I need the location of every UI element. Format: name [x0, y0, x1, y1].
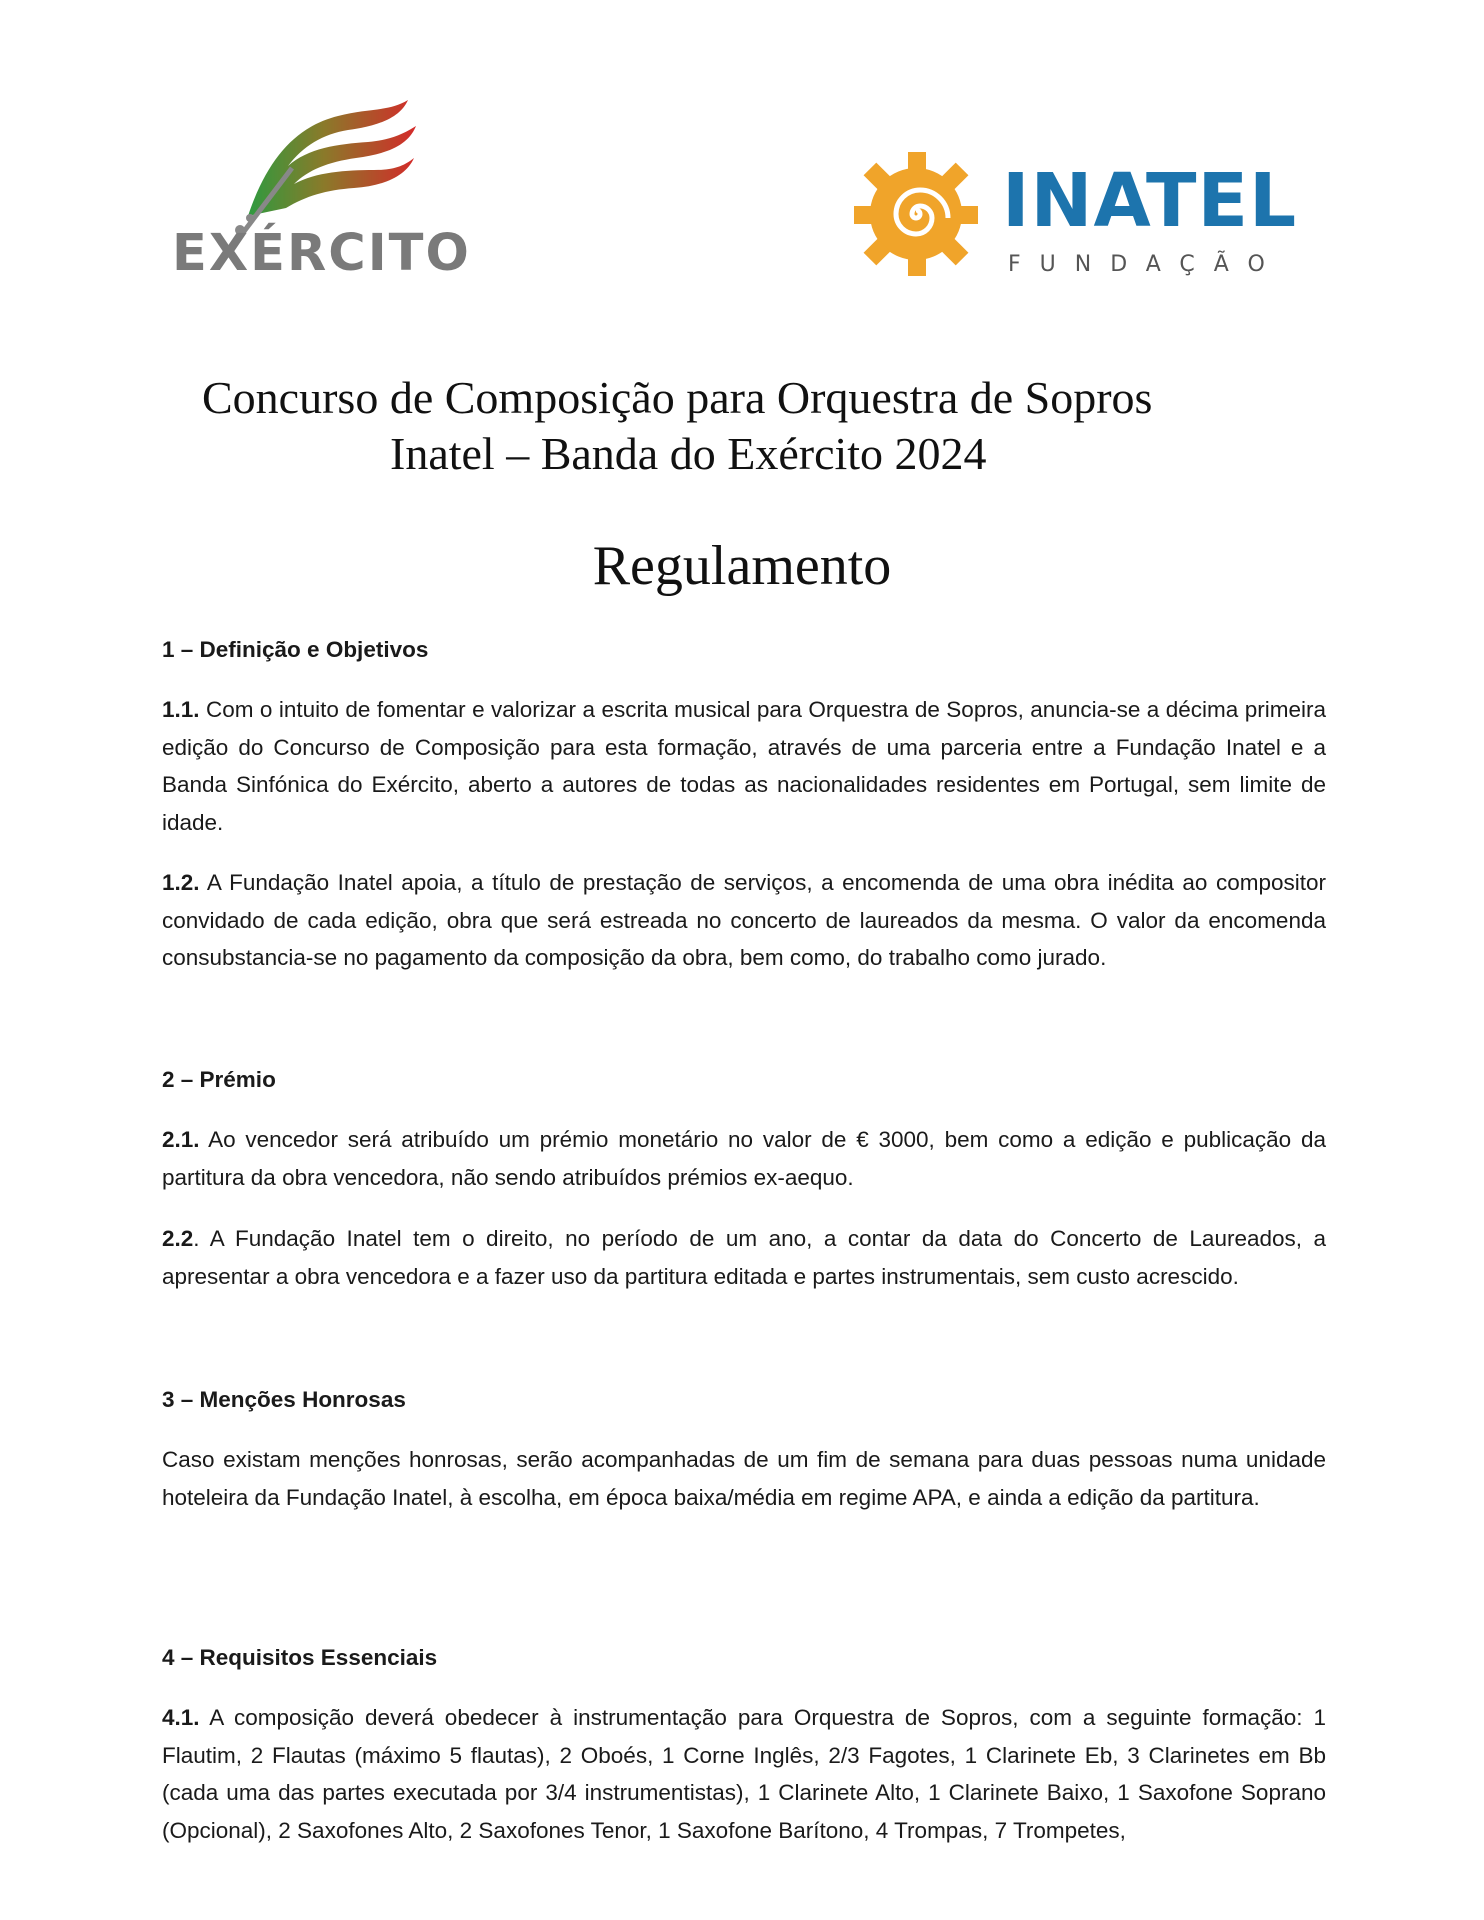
exercito-flag-icon	[228, 96, 428, 236]
inatel-brand: INATEL	[1002, 158, 1298, 244]
paragraph-2-1-number: 2.1.	[162, 1127, 200, 1152]
paragraph-4-1-text: A composição deverá obedecer à instrumentação para Orquestra de Sopros, com a seguinte formação: 1 Flautim, 2 Flautas (máximo 5 flautas), 2 Oboés, 1 Corne Inglês, 2/3 Fagotes, 1 Clarinete Eb, 3 Clarinetes em Bb (cada uma das partes executada por 3/4 instrumentistas), 1 Clarinete Alto, 1 Clarinete Baixo, 1 Saxofone Soprano (Opcional), 2 Saxofones Alto, 2 Saxofones Tenor, 1 Saxofone Barítono, 4 Trompas, 7 Trompetes,	[162, 1705, 1326, 1843]
title-line-1: Concurso de Composição para Orquestra de Sopros	[202, 372, 1153, 423]
paragraph-1-1-number: 1.1.	[162, 697, 200, 722]
exercito-logo	[168, 96, 473, 286]
paragraph-2-1	[162, 1121, 1326, 1196]
paragraph-1-2-number: 1.2.	[162, 870, 200, 895]
paragraph-4-1	[162, 1699, 1326, 1849]
paragraph-1-2	[162, 864, 1326, 977]
exercito-wordmark: EXÉRCITO	[172, 224, 471, 283]
paragraph-1-2-text: A Fundação Inatel apoia, a título de prestação de serviços, a encomenda de uma obra inédita ao compositor convidado de cada edição, obra que será estreada no concerto de laureados da mesma. O valor da encomenda consubstancia-se no pagamento da composição da obra, bem como, do trabalho como jurado.	[162, 870, 1326, 970]
paragraph-2-1-text: Ao vencedor será atribuído um prémio monetário no valor de € 3000, bem como a edição e publicação da partitura da obra vencedora, não sendo atribuídos prémios ex-aequo.	[162, 1127, 1326, 1190]
section-2-heading: 2 – Prémio	[162, 1067, 276, 1092]
paragraph-1-1-text: Com o intuito de fomentar e valorizar a escrita musical para Orquestra de Sopros, anuncia-se a décima primeira edição do Concurso de Composição para esta formação, através de uma parceria entre a Fundação Inatel e a Banda Sinfónica do Exército, aberto a autores de todas as nacionalidades residentes em Portugal, sem limite de idade.	[162, 697, 1326, 835]
paragraph-2-2	[162, 1220, 1326, 1295]
section-3-heading: 3 – Menções Honrosas	[162, 1387, 406, 1412]
paragraph-4-1-number: 4.1.	[162, 1705, 200, 1730]
inatel-sun-icon	[850, 150, 990, 280]
section-4-heading: 4 – Requisitos Essenciais	[162, 1645, 438, 1670]
paragraph-3-1-text: Caso existam menções honrosas, serão acompanhadas de um fim de semana para duas pessoas numa unidade hoteleira da Fundação Inatel, à escolha, em época baixa/média em regime APA, e ainda a edição da partitura.	[162, 1447, 1326, 1510]
paragraph-3-1	[162, 1441, 1326, 1516]
paragraph-2-2-number: 2.2	[162, 1226, 194, 1251]
paragraph-1-1	[162, 691, 1326, 841]
section-1-heading: 1 – Definição e Objetivos	[162, 637, 429, 662]
inatel-logo	[850, 150, 1298, 285]
paragraph-2-2-text: . A Fundação Inatel tem o direito, no período de um ano, a contar da data do Concerto de Laureados, a apresentar a obra vencedora e a fazer uso da partitura editada e partes instrumentais, sem custo acrescido.	[162, 1226, 1326, 1289]
inatel-subtitle: FUNDAÇÃO	[1008, 252, 1284, 277]
page-title: Regulamento	[592, 535, 892, 597]
title-line-2: Inatel – Banda do Exército 2024	[390, 428, 987, 479]
